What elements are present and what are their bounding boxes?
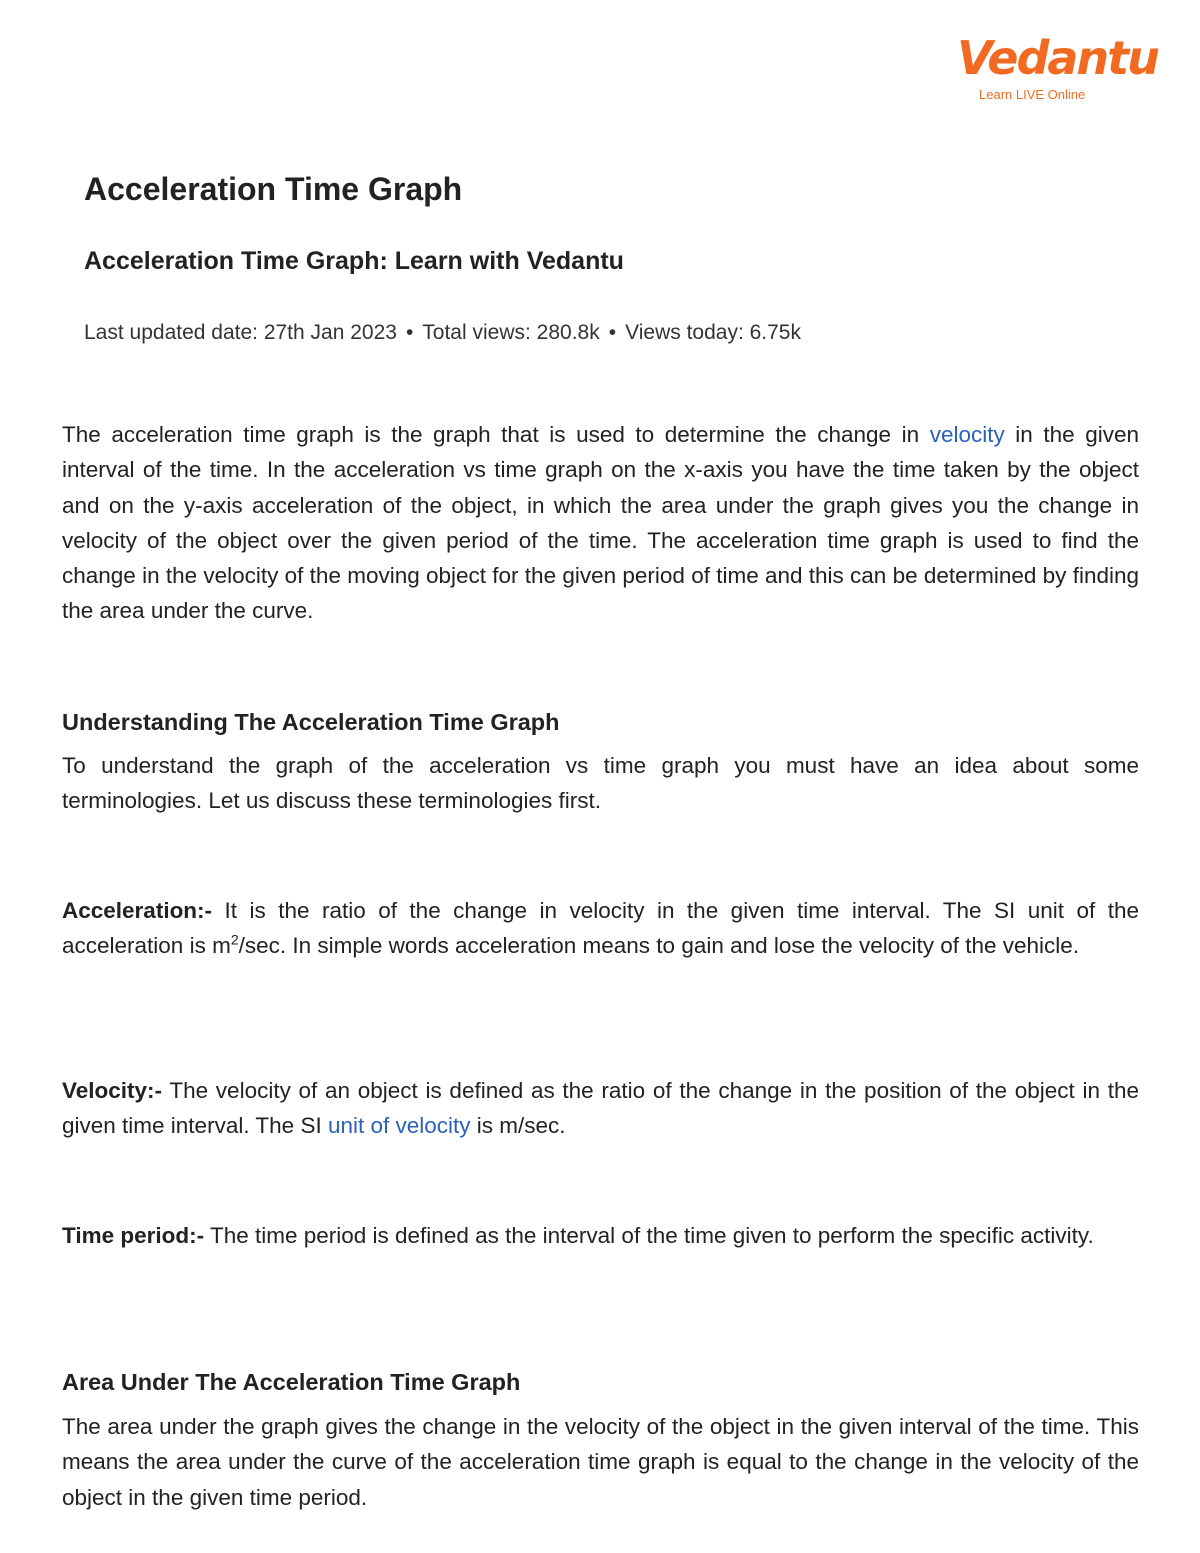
total-views: Total views: 280.8k bbox=[422, 321, 600, 344]
article-meta bbox=[84, 319, 801, 347]
page-title: Acceleration Time Graph bbox=[84, 171, 463, 207]
velocity-term: Velocity:- bbox=[62, 1078, 163, 1103]
logo-wordmark: Vedantu bbox=[957, 31, 1158, 85]
intro-text-end: in the given interval of the time. In the acceleration vs time graph on the x-axis you have the time taken by the object and on the y-axis acceleration of the object, in which the area under the graph gives you the change in velocity of the object over the given period of the time. The acceleration time graph is used to find the change in the velocity of the moving object for the given period of time and this can be determined by finding the area under the curve. bbox=[62, 422, 1139, 624]
time-period-text: The time period is defined as the interval of the time given to perform the specific activity. bbox=[204, 1223, 1094, 1248]
section-heading-area: Area Under The Acceleration Time Graph bbox=[62, 1369, 521, 1395]
acceleration-text-start: It is the ratio of the change in velocity in the given time interval. The SI unit of the acceleration is m bbox=[62, 898, 1139, 959]
velocity-definition bbox=[62, 1073, 1139, 1144]
acceleration-definition bbox=[62, 893, 1139, 964]
intro-text-start: The acceleration time graph is the graph that is used to determine the change in bbox=[62, 422, 930, 447]
logo-tagline: Learn LIVE Online bbox=[979, 87, 1086, 102]
unit-of-velocity-link[interactable]: unit of velocity bbox=[327, 1113, 471, 1139]
velocity-text-start: The velocity of an object is defined as the ratio of the change in the position of the object in the given time interval. The SI bbox=[62, 1078, 1139, 1139]
area-paragraph: The area under the graph gives the change in the velocity of the object in the given interval of the time. This means the area under the curve of the acceleration time graph is equal to the change in the velocity of the object in the given time period. bbox=[62, 1414, 1139, 1510]
intro-paragraph bbox=[62, 417, 1139, 629]
vedantu-logo[interactable] bbox=[955, 30, 1158, 110]
meta-separator: • bbox=[608, 321, 617, 344]
meta-separator: • bbox=[405, 321, 414, 344]
velocity-link[interactable]: velocity bbox=[929, 422, 1005, 447]
time-period-definition bbox=[62, 1218, 1139, 1253]
section-heading-understanding: Understanding The Acceleration Time Graph bbox=[62, 709, 560, 735]
time-period-term: Time period:- bbox=[62, 1223, 205, 1248]
views-today: Views today: 6.75k bbox=[625, 321, 801, 344]
acceleration-text-end: /sec. In simple words acceleration means to gain and lose the velocity of the vehicle. bbox=[238, 933, 1080, 959]
understanding-paragraph: To understand the graph of the acceleration vs time graph you must have an idea about some terminologies. Let us discuss these terminologies first. bbox=[62, 753, 1139, 814]
unit-superscript: 2 bbox=[230, 931, 239, 948]
page-subtitle: Acceleration Time Graph: Learn with Vedantu bbox=[84, 247, 624, 275]
last-updated-date: Last updated date: 27th Jan 2023 bbox=[84, 321, 397, 344]
acceleration-term: Acceleration:- bbox=[62, 898, 213, 923]
velocity-text-end: is m/sec. bbox=[470, 1113, 566, 1139]
